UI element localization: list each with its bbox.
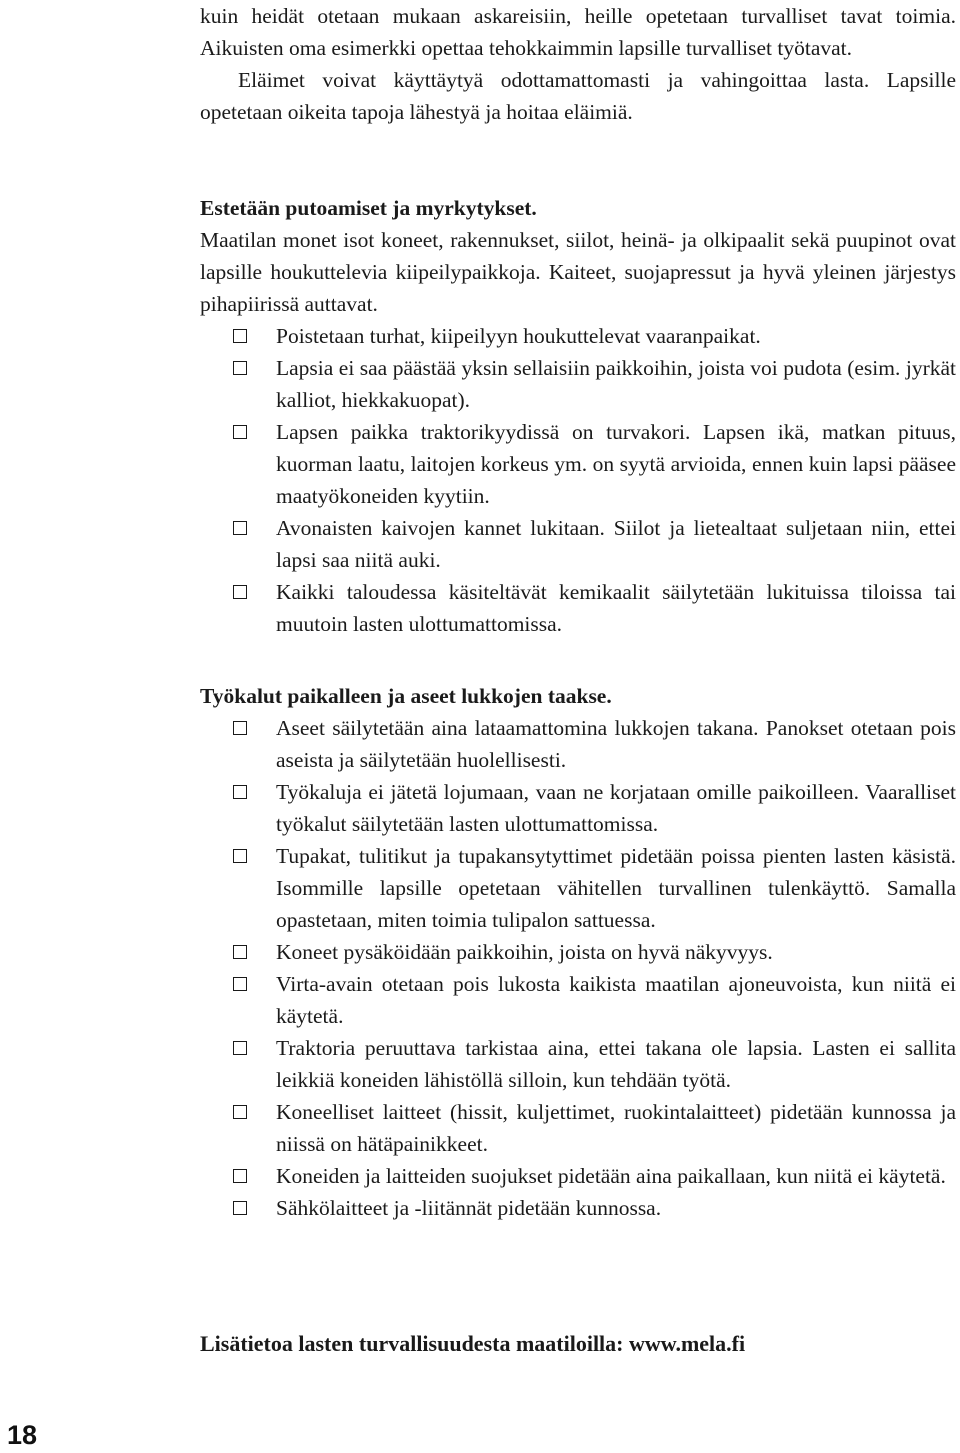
checkbox-icon (233, 721, 247, 735)
checkbox-icon (233, 361, 247, 375)
checklist-item: Työkaluja ei jätetä lojumaan, vaan ne korjataan omille paikoilleen. Vaaralliset työkalut säilytetään lasten ulottumattomissa. (200, 776, 956, 840)
page-number: 18 (6, 1420, 38, 1450)
checklist-item: Koneelliset laitteet (hissit, kuljettimet, ruokintalaitteet) pidetään kunnossa ja niissä on hätäpainikkeet. (200, 1096, 956, 1160)
checklist-item: Virta-avain otetaan pois lukosta kaikista maatilan ajoneuvoista, kun niitä ei käytetä. (200, 968, 956, 1032)
checkbox-icon (233, 785, 247, 799)
checkbox-icon (233, 521, 247, 535)
checkbox-icon (233, 1105, 247, 1119)
section-heading-tools: Työkalut paikalleen ja aseet lukkojen taakse. (200, 684, 612, 708)
checklist-item: Aseet säilytetään aina lataamattomina lukkojen takana. Panokset otetaan pois aseista ja säilytetään huolellisesti. (200, 712, 956, 776)
checkbox-icon (233, 945, 247, 959)
checkbox-icon (233, 329, 247, 343)
footer-section (200, 1328, 956, 1360)
footer-more-info: Lisätietoa lasten turvallisuudesta maatiloilla: www.mela.fi (200, 1331, 746, 1356)
checklist-item: Poistetaan turhat, kiipeilyyn houkuttelevat vaaranpaikat. (200, 320, 956, 352)
intro-paragraph-2: Eläimet voivat käyttäytyä odottamattomasti ja vahingoittaa lasta. Lapsille opetetaan oikeita tapoja lähestyä ja hoitaa eläimiä. (200, 68, 956, 124)
checkbox-icon (233, 977, 247, 991)
intro-section (200, 0, 956, 128)
checkbox-icon (233, 1169, 247, 1183)
checkbox-icon (233, 849, 247, 863)
section-heading-falls: Estetään putoamiset ja myrkytykset. (200, 196, 537, 220)
checkbox-icon (233, 585, 247, 599)
checklist-item: Sähkölaitteet ja -liitännät pidetään kunnossa. (200, 1192, 956, 1224)
checklist-item: Koneet pysäköidään paikkoihin, joista on hyvä näkyvyys. (200, 936, 956, 968)
checklist-item: Tupakat, tulitikut ja tupakansytyttimet pidetään poissa pienten lasten käsistä. Isommille lapsille opetetaan vähitellen turvallinen tulenkäyttö. Samalla opastetaan, miten toimia tulipalon sattuessa. (200, 840, 956, 936)
checklist-item: Koneiden ja laitteiden suojukset pidetään aina paikallaan, kun niitä ei käytetä. (200, 1160, 956, 1192)
falls-poisoning-section (200, 192, 956, 640)
falls-checklist (200, 320, 956, 640)
checkbox-icon (233, 1041, 247, 1055)
intro-paragraph-1: kuin heidät otetaan mukaan askareisiin, heille opetetaan turvalliset tavat toimia. Aikuisten oma esimerkki opettaa tehokkaimmin lapsille turvalliset työtavat. (200, 4, 956, 60)
checklist-item: Lapsen paikka traktorikyydissä on turvakori. Lapsen ikä, matkan pituus, kuorman laatu, laitojen korkeus ym. on syytä arvioida, ennen kuin lapsi pääsee maatyökoneiden kyytiin. (200, 416, 956, 512)
tools-weapons-section (200, 680, 956, 1224)
checklist-item: Traktoria peruuttava tarkistaa aina, ettei takana ole lapsia. Lasten ei sallita leikkiä koneiden lähistöllä silloin, kun tehdään työtä. (200, 1032, 956, 1096)
checkbox-icon (233, 1201, 247, 1215)
checkbox-icon (233, 425, 247, 439)
tools-checklist (200, 712, 956, 1224)
falls-paragraph: Maatilan monet isot koneet, rakennukset, siilot, heinä- ja olkipaalit sekä puupinot ovat lapsille houkuttelevia kiipeilypaikkoja. Kaiteet, suojapressut ja hyvä yleinen järjestys pihapiirissä auttavat. (200, 228, 956, 316)
checklist-item: Avonaisten kaivojen kannet lukitaan. Siilot ja lietealtaat suljetaan niin, ettei lapsi saa niitä auki. (200, 512, 956, 576)
checklist-item: Kaikki taloudessa käsiteltävät kemikaalit säilytetään lukituissa tiloissa tai muutoin lasten ulottumattomissa. (200, 576, 956, 640)
checklist-item: Lapsia ei saa päästää yksin sellaisiin paikkoihin, joista voi pudota (esim. jyrkät kalliot, hiekkakuopat). (200, 352, 956, 416)
